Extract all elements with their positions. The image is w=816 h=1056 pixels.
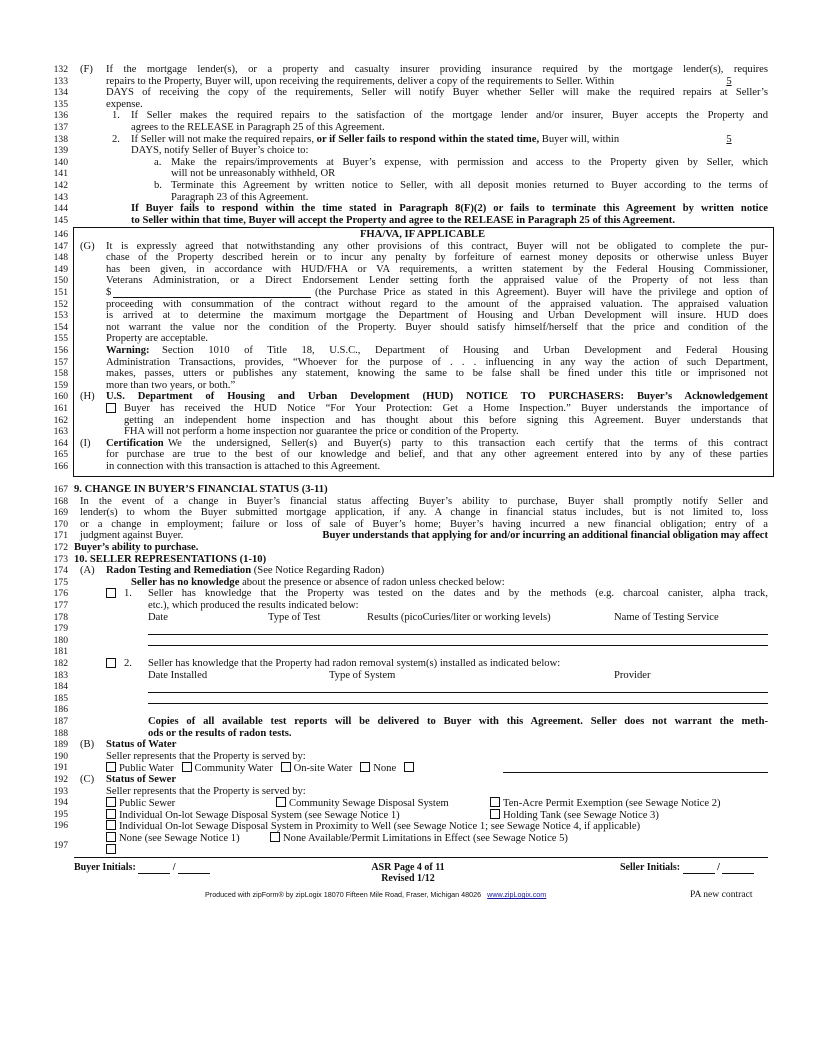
- seller-initials-label: Seller Initials:: [620, 862, 681, 873]
- text-span: If Seller will not make the required repairs,: [131, 133, 314, 145]
- hud-title: U.S. Department of Housing and Urban Development (HUD) NOTICE TO PURCHASERS: Buyer’s Acknowledgement: [106, 391, 768, 403]
- line-number: 149: [53, 263, 68, 275]
- text-line: more than two years, or both.”: [106, 379, 236, 391]
- line-number: 171: [53, 530, 68, 542]
- produced-text: Produced with zipForm® by zipLogix 18070 Fifteen Mile Road, Fraser, Michigan 48026: [205, 890, 482, 899]
- line-number: 164: [53, 437, 68, 449]
- text-line: We the undersigned, Seller(s) and Buyer(s) party to this transaction each certify that the terms of this contract: [168, 437, 768, 449]
- text-span: Buyer will, within: [541, 133, 620, 145]
- seller-initials-field-2[interactable]: [722, 863, 754, 874]
- text-line: Seller has knowledge that the Property had radon removal system(s) installed as indicated below:: [148, 658, 561, 669]
- item-label: (I): [80, 437, 91, 449]
- option-label: On-site Water: [293, 763, 353, 775]
- item-label: (H): [80, 391, 95, 403]
- onlot-sewage-checkbox[interactable]: [106, 809, 116, 819]
- line-number: 147: [53, 240, 68, 252]
- line-number: 141: [53, 168, 68, 180]
- slash: /: [172, 862, 176, 873]
- text-line: Property are acceptable.: [106, 333, 209, 345]
- text-line: Seller represents that the Property is served by:: [106, 750, 306, 762]
- line-number: 179: [53, 623, 68, 635]
- line-number: 195: [53, 808, 68, 820]
- section-heading: 10. SELLER REPRESENTATIONS (1-10): [74, 553, 267, 565]
- buyer-initials-field-1[interactable]: [138, 863, 170, 874]
- text-line: Section 1010 of Title 18, U.S.C., Department of Housing and Urban Development and Federal Housing: [162, 345, 768, 356]
- text-line: Seller has knowledge that the Property was tested on the dates and by the methods (e.g. charcoal canister, alpha track,: [148, 588, 768, 600]
- line-number: 146: [53, 229, 68, 240]
- item-label: (G): [80, 240, 95, 252]
- line-number: 169: [53, 507, 68, 519]
- line-number: 150: [53, 275, 68, 287]
- radon-note: (See Notice Regarding Radon): [253, 565, 385, 577]
- page-number: ASR Page 4 of 11: [371, 862, 445, 873]
- seller-initials: [620, 862, 754, 874]
- radon-title-line: [106, 565, 384, 577]
- text-span: about the presence or absence of radon unless checked below:: [242, 576, 505, 588]
- item-label: (F): [80, 64, 93, 75]
- text-line: proceeding with consummation of the contract without regard to the amount of the appraised valuation. The appraised valuation: [106, 298, 768, 310]
- radon-system-line[interactable]: [148, 692, 768, 693]
- item-letter: a.: [154, 156, 162, 168]
- radon-test-line[interactable]: [148, 634, 768, 635]
- sewer-option: [106, 844, 119, 857]
- col-header: Date: [148, 611, 168, 623]
- option-label: Community Water: [194, 763, 273, 775]
- line-number: 187: [53, 716, 68, 727]
- other-water-checkbox[interactable]: [404, 762, 414, 772]
- sewer-option: [106, 832, 240, 845]
- radon-option-2: [106, 658, 119, 671]
- line-number: 191: [53, 762, 68, 774]
- line-number: 175: [53, 576, 68, 588]
- text-line: getting an independent home inspection and has thought about this before signing this Agreement. Buyer understands that: [124, 414, 768, 426]
- radon-test-line[interactable]: [148, 645, 768, 646]
- text-line: will not be unreasonably withheld, OR: [171, 168, 336, 180]
- warning-label: Warning:: [106, 345, 150, 356]
- community-water-checkbox[interactable]: [182, 762, 192, 772]
- item-letter: b.: [154, 180, 162, 191]
- radon-title: Radon Testing and Remediation: [106, 565, 252, 577]
- line-number: 188: [53, 727, 68, 739]
- option-label: Holding Tank (see Sewage Notice 3): [503, 809, 659, 821]
- line-number: 178: [53, 611, 68, 623]
- radon-system-line[interactable]: [148, 703, 768, 704]
- line-number: 170: [53, 518, 68, 530]
- radon-tested-checkbox[interactable]: [106, 588, 116, 598]
- text-span: judgment against Buyer.: [80, 530, 184, 542]
- text-line: not warrant the value nor the condition of the Property. Buyer should satisfy himself/herself that the price and condition of the: [106, 321, 768, 333]
- option-label: Community Sewage Disposal System: [289, 798, 449, 810]
- text-line: If Seller makes the required repairs to the satisfaction of the mortgage lender and/or insurer, Buyer accepts the Property and: [131, 110, 768, 122]
- line-number: 184: [53, 681, 68, 693]
- text-line: If the mortgage lender(s), or a property and casualty insurer providing insurance required by the mortgage lender(s), requires: [106, 64, 768, 75]
- item-number: 2.: [124, 658, 132, 669]
- line-number: 185: [53, 692, 68, 704]
- line-number: 192: [53, 774, 68, 785]
- none-sewer-checkbox[interactable]: [106, 832, 116, 842]
- sewer-title: Status of Sewer: [106, 774, 177, 785]
- line-number: 181: [53, 646, 68, 658]
- holding-tank-checkbox[interactable]: [490, 809, 500, 819]
- line-number: 173: [53, 553, 68, 565]
- ziplogix-link[interactable]: www.zipLogix.com: [487, 890, 547, 899]
- days-field[interactable]: 5: [726, 133, 732, 145]
- text-line: expense.: [106, 98, 143, 110]
- text-line: lender(s) to whom the Buyer submitted mortgage application, if any. A change in financial status includes, but is not limited to, loss: [80, 507, 768, 519]
- text-line: has been given, in accordance with HUD/FHA or VA requirements, a written statement by the Federal Housing Commissioner,: [106, 263, 768, 275]
- option-label: None (see Sewage Notice 1): [119, 833, 240, 844]
- line-number: 139: [53, 145, 68, 157]
- other-sewer-checkbox[interactable]: [106, 844, 116, 854]
- text-line: makes, passes, utters or publishes any statement, knowing the same to be false shall be fined under this title or imprisoned not: [106, 368, 768, 380]
- line-number: 148: [53, 252, 68, 264]
- col-header: Type of Test: [268, 611, 321, 623]
- text-line: in connection with this transaction is attached to this Agreement.: [106, 461, 381, 472]
- line-number: 160: [53, 391, 68, 403]
- text-line: Veterans Administration, or a Direct Endorsement Lender setting forth the appraised value of the Property of not less than: [106, 275, 768, 287]
- line-number: 134: [53, 87, 68, 99]
- line-number: 196: [53, 820, 68, 832]
- line-number: 145: [53, 214, 68, 226]
- line-number: 193: [53, 785, 68, 797]
- col-header: Results (picoCuries/liter or working levels): [367, 611, 551, 623]
- text-line: [131, 577, 505, 589]
- line-number: 165: [53, 449, 68, 461]
- line-number: 182: [53, 658, 68, 669]
- public-water-checkbox[interactable]: [106, 762, 116, 772]
- line-number: 140: [53, 156, 68, 168]
- line-number: 135: [53, 98, 68, 110]
- text-line: Paragraph 23 of this Agreement.: [171, 191, 309, 203]
- text-line: It is expressly agreed that notwithstanding any other provisions of this contract, Buyer will not be obligated to complete the pur-: [106, 240, 768, 252]
- ten-acre-checkbox[interactable]: [490, 797, 500, 807]
- item-number: 2.: [112, 133, 120, 145]
- option-label: Individual On-lot Sewage Disposal System in Proximity to Well (see Sewage Notice 1; see Sewage Notice 4, if applicable): [119, 821, 641, 833]
- hud-checkbox-row: [106, 403, 119, 416]
- line-number: 136: [53, 110, 68, 122]
- sewer-option: [270, 832, 568, 845]
- none-water-checkbox[interactable]: [360, 762, 370, 772]
- line-number: 177: [53, 600, 68, 611]
- line-number: 138: [53, 133, 68, 145]
- text-line-bold: Buyer’s ability to purchase.: [74, 542, 199, 553]
- text-line: chase of the Property described herein or to incur any penalty by forfeiture of earnest money deposits or otherwise unless Buyer: [106, 252, 768, 264]
- line-number: 186: [53, 704, 68, 716]
- item-label: (C): [80, 774, 95, 785]
- line-number: 168: [53, 495, 68, 507]
- text-line: repairs to the Property, Buyer will, upon receiving the requirements, deliver a copy of the requirements to Seller. Within: [106, 75, 615, 87]
- slash: /: [717, 862, 720, 873]
- line-number: 162: [53, 414, 68, 426]
- line-number: 137: [53, 122, 68, 133]
- option-label: Public Water: [119, 763, 174, 775]
- text-line: Seller represents that the Property is served by:: [106, 785, 306, 797]
- line-number: 152: [53, 298, 68, 310]
- line-number: 189: [53, 739, 68, 751]
- line-number: 157: [53, 356, 68, 368]
- line-number: 144: [53, 203, 68, 215]
- col-header: Type of System: [329, 669, 396, 681]
- text-line-bold: Copies of all available test reports will be delivered to Buyer with this Agreement. Seller does not warrant the meth-: [148, 716, 768, 727]
- section-heading: 9. CHANGE IN BUYER’S FINANCIAL STATUS (3-11): [74, 484, 328, 495]
- line-number: 133: [53, 75, 68, 87]
- item-number: 1.: [112, 110, 120, 122]
- line-number: 153: [53, 310, 68, 322]
- text-line: is arrived at to determine the maximum mortgage the Department of Housing and Urban Development will insure. HUD does: [106, 310, 768, 322]
- days-field[interactable]: 5: [726, 75, 732, 87]
- text-line: or a change in employment; failure or loss of sale of Buyer’s home; Buyer’s having incurred a new financial obligation; entry of a: [80, 518, 768, 530]
- option-label: Ten-Acre Permit Exemption (see Sewage Notice 2): [503, 798, 721, 810]
- line-number: 154: [53, 321, 68, 333]
- onsite-water-checkbox[interactable]: [281, 762, 291, 772]
- col-header: Date Installed: [148, 669, 208, 681]
- text-line: Buyer has received the HUD Notice “For Your Protection: Get a Home Inspection.” Buyer understands the importance of: [124, 403, 768, 414]
- text-line: In the event of a change in Buyer’s financial status affecting Buyer’s ability to purchase, Buyer shall promptly notify Seller and: [80, 495, 768, 507]
- text-line: Make the repairs/improvements at Buyer’s expense, with permission and access to the Property given by Seller, which: [171, 156, 768, 168]
- fha-heading: FHA/VA, IF APPLICABLE: [359, 229, 486, 240]
- item-number: 1.: [124, 588, 132, 600]
- footer-rule: [74, 857, 768, 858]
- line-number: 166: [53, 461, 68, 472]
- hud-ack-checkbox[interactable]: [106, 403, 116, 413]
- public-sewer-checkbox[interactable]: [106, 797, 116, 807]
- option-label: Public Sewer: [119, 798, 176, 810]
- line-number: 143: [53, 191, 68, 203]
- buyer-initials-label: Buyer Initials:: [74, 862, 136, 873]
- other-water-field[interactable]: [503, 772, 768, 773]
- none-available-checkbox[interactable]: [270, 832, 280, 842]
- text-line-bold: to Seller within that time, Buyer will accept the Property and agree to the RELEASE in Paragraph 25 of this Agreement.: [131, 214, 675, 226]
- col-header: Name of Testing Service: [614, 611, 719, 623]
- text-span-bold: or if Seller fails to respond within the stated time,: [316, 133, 540, 145]
- text-line: (the Purchase Price as stated in this Agreement). Buyer will have the privilege and option of: [315, 287, 768, 298]
- text-line: for purchase are true to the best of our knowledge and belief, and that any other agreement entered into by any of these parties: [106, 449, 768, 461]
- text-line: FHA will not perform a home inspection nor guarantee the price or condition of the Property.: [124, 426, 519, 438]
- line-number: 132: [53, 64, 68, 75]
- text-line: DAYS of receiving the copy of the requirements, Seller will notify Buyer whether Seller will make the required repairs at Seller’s: [106, 87, 768, 99]
- revised: Revised 1/12: [381, 873, 435, 884]
- text-line: DAYS, notify Seller of Buyer’s choice to:: [131, 145, 309, 157]
- option-label: None Available/Permit Limitations in Effect (see Sewage Notice 5): [283, 833, 568, 844]
- radon-option-1: [106, 588, 119, 601]
- item-label: (A): [80, 565, 95, 577]
- text-line: Administration Transactions, provides, “Whoever for the purpose of . . . influencing in any way the action of such Department,: [106, 356, 768, 368]
- line-number: 158: [53, 368, 68, 380]
- buyer-initials-field-2[interactable]: [178, 863, 210, 874]
- text-line: Terminate this Agreement by written notice to Seller, with all deposit monies returned to Buyer according to the terms of: [171, 180, 768, 191]
- text-line: etc.), which produced the results indicated below:: [148, 600, 359, 611]
- line-number: 142: [53, 180, 68, 191]
- option-label: Individual On-lot Sewage Disposal System (see Sewage Notice 1): [119, 809, 400, 821]
- text-line-bold: If Buyer fails to respond within the time stated in Paragraph 8(F)(2) or fails to terminate this Agreement by written notice: [131, 203, 768, 215]
- line-number: 180: [53, 634, 68, 646]
- line-number: 176: [53, 588, 68, 600]
- line-number: 156: [53, 345, 68, 356]
- line-number: 167: [53, 484, 68, 495]
- line-number: 172: [53, 542, 68, 553]
- radon-removal-checkbox[interactable]: [106, 658, 116, 668]
- item-label: (B): [80, 739, 95, 751]
- onlot-well-checkbox[interactable]: [106, 820, 116, 830]
- line-number: 159: [53, 379, 68, 391]
- contract-label: PA new contract: [690, 889, 753, 900]
- community-sewage-checkbox[interactable]: [276, 797, 286, 807]
- line-number: 183: [53, 669, 68, 681]
- certification-title: Certification: [106, 437, 164, 449]
- option-label: None: [373, 763, 397, 775]
- text-line-bold: ods or the results of radon tests.: [148, 727, 292, 739]
- seller-initials-field-1[interactable]: [683, 863, 715, 874]
- dollar-sign: $: [106, 287, 112, 298]
- produced-by: [205, 889, 546, 901]
- line-number: 161: [53, 403, 68, 414]
- line-number: 155: [53, 333, 68, 345]
- text-line: [80, 530, 768, 542]
- line-number: 197: [53, 840, 68, 851]
- line-number: 163: [53, 426, 68, 438]
- line-number: 190: [53, 750, 68, 762]
- text-span-bold: Buyer understands that applying for and/or incurring an additional financial obligation may affect: [322, 530, 768, 542]
- text-line: agrees to the RELEASE in Paragraph 25 of this Agreement.: [131, 122, 385, 133]
- line-number: 194: [53, 797, 68, 809]
- col-header: Provider: [614, 669, 651, 681]
- text-span-bold: Seller has no knowledge: [131, 576, 240, 588]
- line-number: 174: [53, 565, 68, 577]
- buyer-initials: [74, 862, 210, 874]
- text-line: [131, 134, 619, 146]
- line-number: 151: [53, 287, 68, 298]
- water-title: Status of Water: [106, 739, 177, 751]
